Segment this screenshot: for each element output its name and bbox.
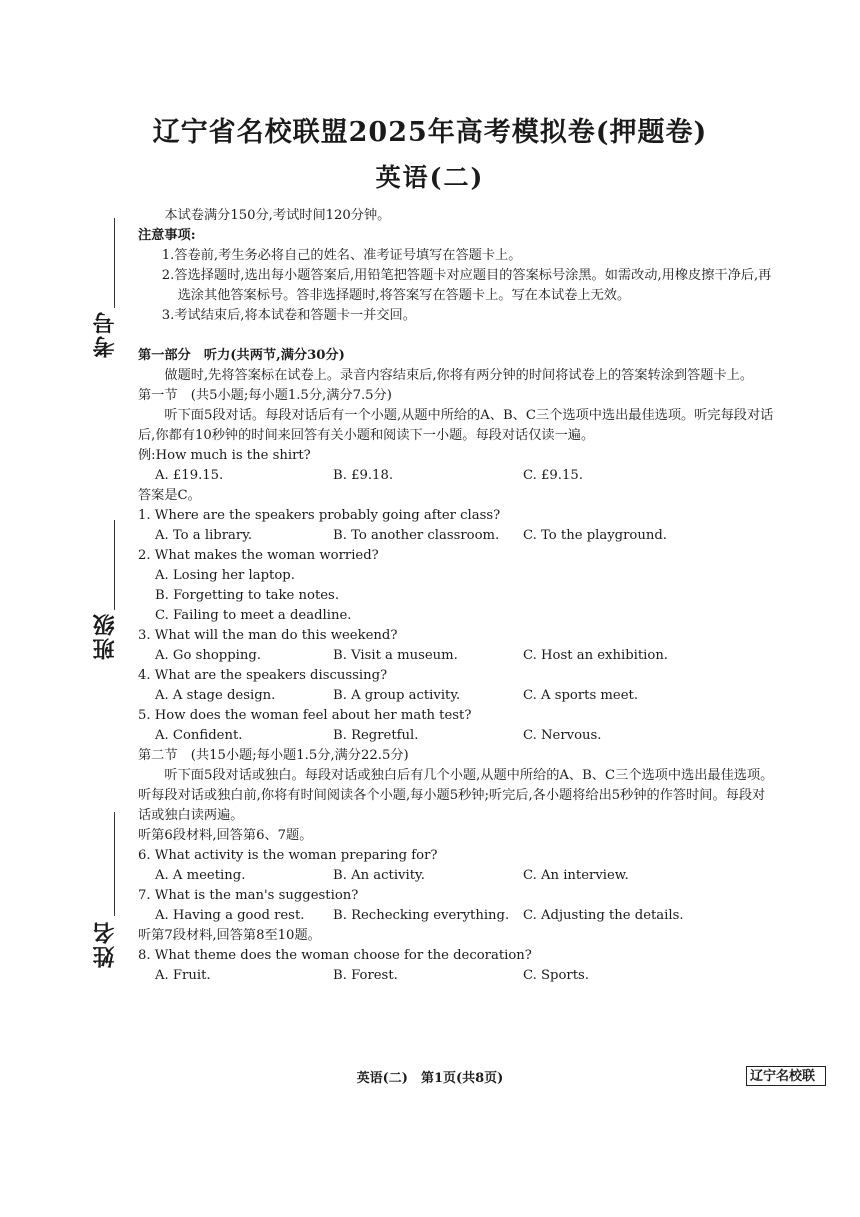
question-2: 2. What makes the woman worried? <box>138 548 379 563</box>
section1-heading: 第一节 (共5小题;每小题1.5分,满分7.5分) <box>138 388 392 403</box>
option-b: B. An activity. <box>333 868 425 883</box>
example-answer: 答案是C。 <box>138 488 201 503</box>
question-1: 1. Where are the speakers probably going after class? <box>138 508 501 523</box>
option-a: A. Losing her laptop. <box>155 568 295 583</box>
option-a: A. Go shopping. <box>155 648 262 663</box>
option-b: B. A group activity. <box>333 688 461 703</box>
notice-item: 1.答卷前,考生务必将自己的姓名、准考证号填写在答题卡上。 <box>161 248 522 263</box>
section2-heading: 第二节 (共15小题;每小题1.5分,满分22.5分) <box>138 748 409 763</box>
option-a: A. £19.15. <box>155 468 224 483</box>
side-label-class: 班级 <box>93 612 118 660</box>
exam-subtitle: 英语(二) <box>375 163 485 192</box>
side-line-class <box>114 520 115 610</box>
side-line-exam-number <box>114 218 115 308</box>
exam-title: 辽宁省名校联盟2025年高考模拟卷(押题卷) <box>152 117 708 148</box>
option-b: B. £9.18. <box>333 468 394 483</box>
material-6-label: 听第6段材料,回答第6、7题。 <box>138 828 313 843</box>
option-c: C. £9.15. <box>523 468 583 483</box>
option-b: B. Rechecking everything. <box>333 908 510 923</box>
question-5-options <box>138 726 778 746</box>
intro-text: 本试卷满分150分,考试时间120分钟。 <box>164 208 391 223</box>
option-a: A. A stage design. <box>155 688 276 703</box>
option-b: B. To another classroom. <box>333 528 500 543</box>
question-3: 3. What will the man do this weekend? <box>138 628 398 643</box>
option-a: A. To a library. <box>155 528 253 543</box>
question-6-options <box>138 866 778 886</box>
option-b: B. Regretful. <box>333 728 419 743</box>
option-c: C. An interview. <box>523 868 629 883</box>
option-c: C. Failing to meet a deadline. <box>155 608 352 623</box>
material-7-label: 听第7段材料,回答第8至10题。 <box>138 928 321 943</box>
side-line-name <box>114 812 115 916</box>
notice-item: 2.答选择题时,选出每小题答案后,用铅笔把答题卡对应题目的答案标号涂黑。如需改动,用橡皮擦干净后,再选涂其他答案标号。答非选择题时,将答案写在答题卡上。写在本试卷上无效。 <box>161 268 772 303</box>
question-8-options <box>138 966 778 986</box>
notice-item: 3.考试结束后,将本试卷和答题卡一并交回。 <box>161 308 416 323</box>
question-4: 4. What are the speakers discussing? <box>138 668 388 683</box>
question-4-options <box>138 686 778 706</box>
side-label-exam-number: 考号 <box>93 310 118 358</box>
notice-heading: 注意事项: <box>138 228 196 243</box>
option-c: C. Adjusting the details. <box>523 908 684 923</box>
question-3-options <box>138 646 778 666</box>
option-b: B. Forest. <box>333 968 398 983</box>
section2-instruction: 听下面5段对话或独白。每段对话或独白后有几个小题,从题中所给的A、B、C三个选项中选出最佳选项。听每段对话或独白前,你将有时间阅读各个小题,每小题5秒钟;听完后,各小题将给出5秒钟的作答时间。每段对话或独白读两遍。 <box>138 768 774 823</box>
section1-instruction: 听下面5段对话。每段对话后有一个小题,从题中所给的A、B、C三个选项中选出最佳选项。听完每段对话后,你都有10秒钟的时间来回答有关小题和阅读下一小题。每段对话仅读一遍。 <box>138 408 774 443</box>
part1-instruction: 做题时,先将答案标在试卷上。录音内容结束后,你将有两分钟的时间将试卷上的答案转涂到答题卡上。 <box>164 368 754 383</box>
option-c: C. Nervous. <box>523 728 602 743</box>
example-options <box>138 466 778 486</box>
option-c: C. Sports. <box>523 968 589 983</box>
side-label-name: 姓名 <box>93 920 118 968</box>
exam-content <box>138 206 778 986</box>
option-a: A. Confident. <box>155 728 243 743</box>
option-b: B. Forgetting to take notes. <box>155 588 340 603</box>
option-b: B. Visit a museum. <box>333 648 458 663</box>
option-c: C. Host an exhibition. <box>523 648 669 663</box>
page-footer: 英语(二) 第1页(共8页) <box>356 1071 504 1086</box>
question-7: 7. What is the man's suggestion? <box>138 888 359 903</box>
option-c: C. To the playground. <box>523 528 667 543</box>
option-a: A. Having a good rest. <box>155 908 305 923</box>
question-6: 6. What activity is the woman preparing for? <box>138 848 438 863</box>
option-c: C. A sports meet. <box>523 688 639 703</box>
question-8: 8. What theme does the woman choose for the decoration? <box>138 948 532 963</box>
example-question: 例:How much is the shirt? <box>138 448 311 463</box>
part1-heading: 第一部分 听力(共两节,满分30分) <box>138 348 345 363</box>
question-5: 5. How does the woman feel about her math test? <box>138 708 472 723</box>
footer-badge: 辽宁名校联 <box>746 1066 826 1086</box>
option-a: A. A meeting. <box>155 868 246 883</box>
question-7-options <box>138 906 778 926</box>
option-a: A. Fruit. <box>155 968 211 983</box>
question-1-options <box>138 526 778 546</box>
